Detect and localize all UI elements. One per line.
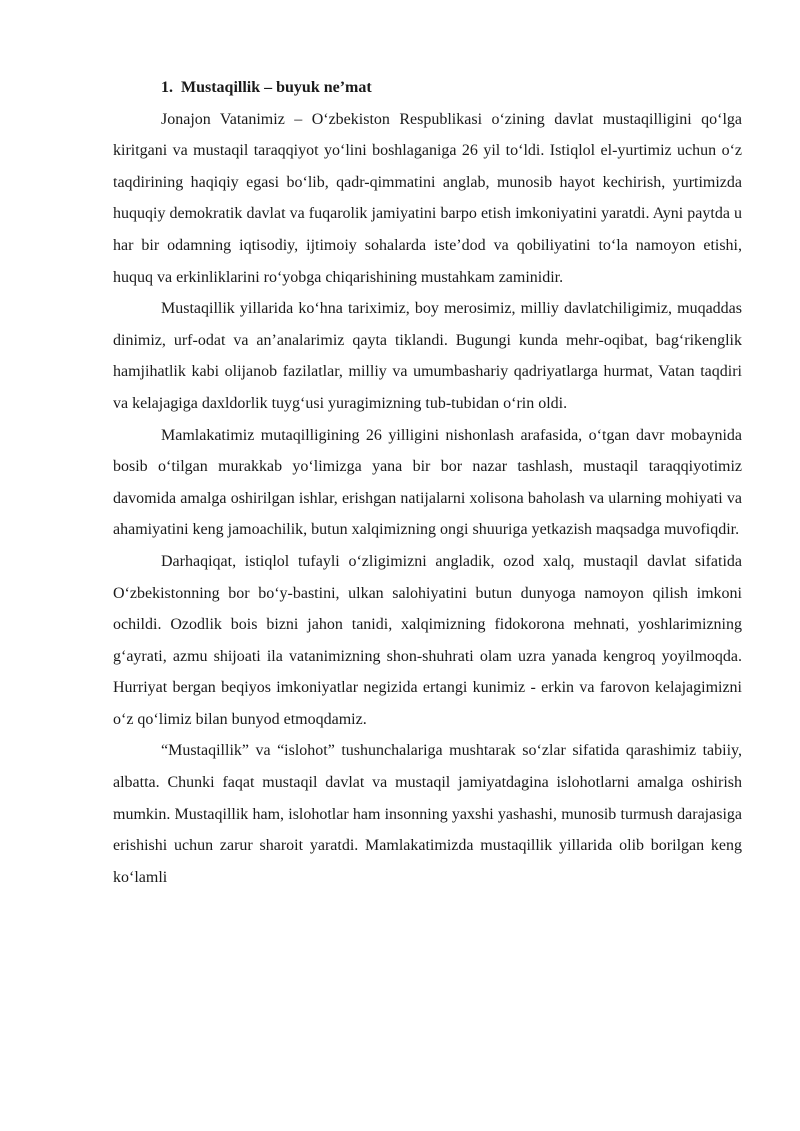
paragraph-5: “Mustaqillik” va “islohot” tushunchalariga mushtarak so‘zlar sifatida qarashimiz tabiiy, albatta. Chunki faqat mustaqil davlat va mustaqil jamiyatdagina islohotlarni amalga oshirish mumkin. Mustaqillik ham, islohotlar ham insonning yaxshi yashashi, munosib turmush darajasiga erishishi uchun zarur sharoit yaratdi. Mamlakatimizda mustaqillik yillarida olib borilgan keng ko‘lamli (113, 742, 742, 886)
section-number: 1. (161, 79, 173, 96)
paragraph-2: Mustaqillik yillarida ko‘hna tariximiz, boy merosimiz, milliy davlatchiligimiz, muqaddas dinimiz, urf-odat va an’analarimiz qayta tiklandi. Bugungi kunda mehr-oqibat, bag‘rikenglik hamjihatlik kabi olijanob fazilatlar, milliy va umumbashariy qadriyatlarga hurmat, Vatan taqdiri va kelajagiga daxldorlik tuyg‘usi yuragimizning tub-tubidan o‘rin oldi. (113, 300, 742, 412)
document-body (113, 72, 742, 893)
paragraph-3: Mamlakatimiz mutaqilligining 26 yilligini nishonlash arafasida, o‘tgan davr mobaynida bosib o‘tilgan murakkab yo‘limizga yana bir bor nazar tashlash, mustaqil taraqqiyotimiz davomida amalga oshirilgan ishlar, erishgan natijalarni xolisona baholash va ularning mohiyati va ahamiyatini keng jamoachilik, butun xalqimizning ongi shuuriga yetkazish maqsadga muvofiqdir. (113, 426, 742, 539)
paragraph-4: Darhaqiqat, istiqlol tufayli o‘zligimizni angladik, ozod xalq, mustaqil davlat sifatida O‘zbekistonning bor bo‘y-bastini, ulkan salohiyatini butun dunyoga namoyon qilish imkoni ochildi. Ozodlik bois bizni jahon tanidi, xalqimizning fidokorona mehnati, yoshlarimizning g‘ayrati, azmu shijoati ila vatanimizning shon-shuhrati olam uzra yanada kengroq yoyilmoqda. Hurriyat bergan beqiyos imkoniyatlar negizida ertangi kunimiz - erkin va farovon kelajagimizni o‘z qo‘limiz bilan bunyod etmoqdamiz. (113, 552, 742, 728)
paragraph-1: Jonajon Vatanimiz – O‘zbekiston Respublikasi o‘zining davlat mustaqilligini qo‘lga kiritgani va mustaqil taraqqiyot yo‘lini boshlaganiga 26 yil to‘ldi. Istiqlol el-yurtimiz uchun o‘z taqdirining haqiqiy egasi bo‘lib, qadr-qimmatini anglab, munosib hayot kechirish, yurtimizda huquqiy demokratik davlat va fuqarolik jamiyatini barpo etish imkoniyatini yaratdi. Ayni paytda u har bir odamning iqtisodiy, ijtimoiy sohalarda iste’dod va qobiliyatini to‘la namoyon etishi, huquq va erkinliklarini ro‘yobga chiqarishining mustahkam zaminidir. (113, 110, 742, 286)
section-heading (113, 72, 742, 104)
section-title: Mustaqillik – buyuk ne’mat (181, 79, 372, 96)
